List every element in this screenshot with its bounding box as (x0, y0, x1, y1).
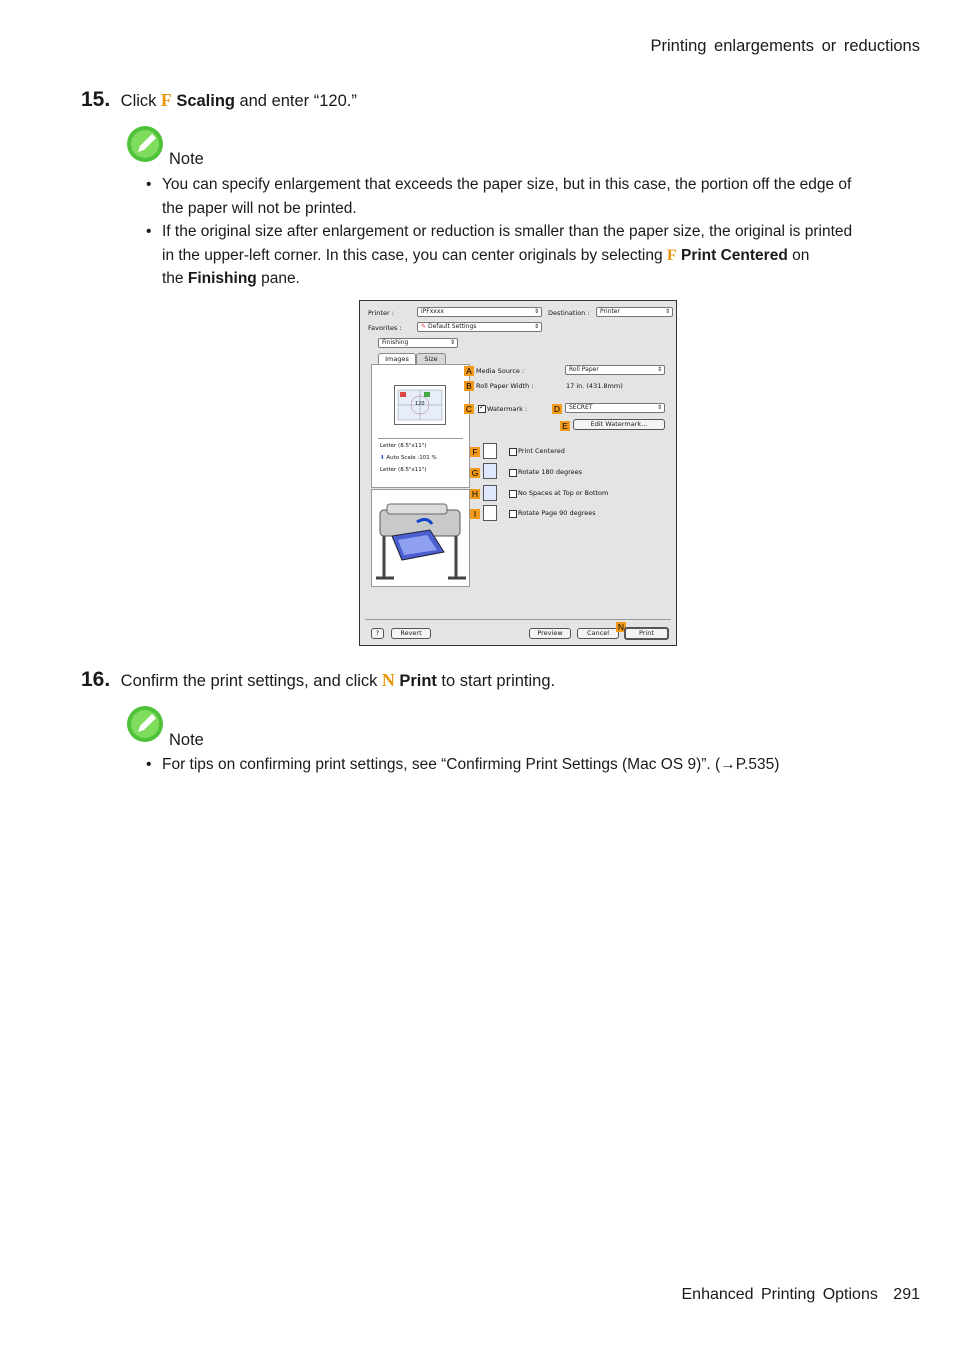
favorites-select[interactable]: ✎ Default Settings ⇕ (417, 322, 542, 332)
page-number: 291 (893, 1286, 920, 1303)
cancel-button[interactable]: Cancel (577, 628, 619, 639)
print-centered-label: Print Centered (518, 447, 565, 455)
watermark-select[interactable]: SECRET ⇕ (565, 403, 665, 413)
marker-d: D (553, 404, 561, 414)
bullet-text: If the original size after enlargement or reduction is smaller than the paper size, the original is printed (162, 223, 853, 240)
tab-size[interactable]: Size (416, 353, 446, 365)
page-header: Printing enlargements or reductions (650, 37, 920, 55)
bullet-text: For tips on confirming print settings, see “Confirming Print Settings (Mac OS 9)”. (→P.535) (162, 756, 780, 773)
step-bold: Print (399, 672, 437, 690)
note-icon (126, 705, 166, 750)
note2-bullet-1: • For tips on confirming print settings, see “Confirming Print Settings (Mac OS 9)”. (→P.535) (162, 753, 892, 777)
bullet-text-part: in the upper-left corner. In this case, you can center originals by selecting (162, 246, 663, 264)
note-label: Note (169, 150, 204, 168)
panel-select[interactable]: Finishing ⇕ (378, 338, 458, 348)
rotate-90-label: Rotate Page 90 degrees (518, 509, 596, 517)
scale-info (380, 455, 437, 461)
destination-label: Destination : (548, 309, 590, 317)
original-size: Letter (8.5"x11") (380, 443, 427, 449)
page-preview (394, 385, 446, 425)
step-number: 16. (81, 668, 111, 691)
no-spaces-label: No Spaces at Top or Bottom (518, 489, 609, 497)
marker-n: N (617, 622, 625, 632)
media-source-select[interactable]: Roll Paper ⇕ (565, 365, 665, 375)
roll-width-value: 17 in. (431.8mm) (566, 382, 623, 390)
print-dialog-screenshot (359, 300, 677, 646)
printer-value: iPFxxxx (421, 308, 444, 315)
rotate-180-checkbox[interactable] (509, 469, 517, 477)
watermark-value: SECRET (569, 404, 593, 411)
bullet-text (162, 267, 892, 291)
bullet-text: You can specify enlargement that exceeds the paper size, but in this case, the portion off the edge of (162, 176, 852, 193)
step-16 (81, 668, 555, 692)
step-text-pre: Click (120, 92, 157, 110)
edit-watermark-button[interactable]: Edit Watermark... (573, 419, 665, 430)
help-button[interactable]: ? (371, 628, 384, 639)
footer-section: Enhanced Printing Options (681, 1286, 878, 1303)
bullet-text: the paper will not be printed. (162, 199, 357, 217)
bullet-text-part: the (162, 270, 184, 287)
revert-button[interactable]: Revert (391, 628, 431, 639)
print-centered-icon (483, 443, 497, 459)
marker-b: B (464, 381, 474, 391)
rotate-180-label: Rotate 180 degrees (518, 468, 582, 476)
watermark-checkbox[interactable] (478, 405, 486, 413)
bullet-text (162, 244, 892, 268)
destination-value: Printer (600, 308, 620, 315)
media-source-label: Media Source : (476, 367, 525, 375)
marker-h: H (471, 489, 479, 499)
marker-i: I (470, 509, 480, 519)
step-text-post: and enter “120.” (239, 92, 357, 110)
note-icon (126, 125, 166, 170)
favorites-value: Default Settings (427, 323, 477, 330)
print-centered-checkbox[interactable] (509, 448, 517, 456)
page-footer (682, 1286, 921, 1304)
roll-width-label: Roll Paper Width : (476, 382, 534, 390)
printer-label: Printer : (368, 309, 394, 317)
media-source-value: Roll Paper (569, 366, 599, 373)
step-text-pre: Confirm the print settings, and click (120, 672, 378, 690)
destination-select[interactable]: Printer ⇕ (596, 307, 673, 317)
marker-c: C (465, 404, 473, 414)
rotate-180-icon (483, 463, 497, 479)
note-label: Note (169, 731, 204, 749)
step-number: 15. (81, 88, 111, 111)
step-bold: Scaling (176, 92, 235, 110)
scale-value: Auto Scale :101 % (386, 455, 437, 461)
rotate-90-icon (483, 505, 497, 521)
step-15 (81, 88, 357, 112)
bullet-text-part: on (792, 246, 810, 264)
callout-letter: F (666, 246, 677, 264)
no-spaces-icon (483, 485, 497, 501)
note1-bullet-1: • You can specify enlargement that exceeds the paper size, but in this case, the portion off the edge of the paper will not be printed. (162, 173, 892, 220)
marker-g: G (471, 468, 479, 478)
step-text-post: to start printing. (441, 672, 556, 690)
printer-image (371, 489, 470, 587)
bullet-bold: Finishing (187, 270, 257, 287)
output-size: Letter (8.5"x11") (380, 467, 427, 473)
checkmark-icon: ✓ (479, 403, 485, 411)
note1-bullet-2: • If the original size after enlargement or reduction is smaller than the paper size, the original is printed in the upper-left corner. In this case, you can center originals by selecting F Print Centered on the Finishing pane. (162, 220, 892, 291)
callout-letter: N (381, 670, 395, 690)
printer-select[interactable]: iPFxxxx ⇕ (417, 307, 542, 317)
bullet-text-part: pane. (261, 270, 300, 287)
preview-button[interactable]: Preview (529, 628, 571, 639)
print-button[interactable]: Print (624, 627, 669, 640)
no-spaces-checkbox[interactable] (509, 490, 517, 498)
callout-letter: F (160, 90, 172, 110)
panel-value: Finishing (382, 339, 409, 346)
marker-a: A (464, 366, 474, 376)
marker-e: E (560, 421, 570, 431)
bullet-bold: Print Centered (681, 246, 788, 264)
favorites-icon: ✎ (421, 323, 427, 330)
rotate-90-checkbox[interactable] (509, 510, 517, 518)
marker-f: F (470, 447, 480, 457)
preview-panel (371, 364, 470, 488)
preview-number: 120 (415, 401, 425, 407)
arrow-down-icon: ⬇ (380, 455, 385, 461)
tab-images[interactable]: Images (378, 353, 416, 365)
watermark-label: Watermark : (487, 405, 528, 413)
printer-illustration (372, 490, 469, 586)
favorites-label: Favorites : (368, 324, 402, 332)
